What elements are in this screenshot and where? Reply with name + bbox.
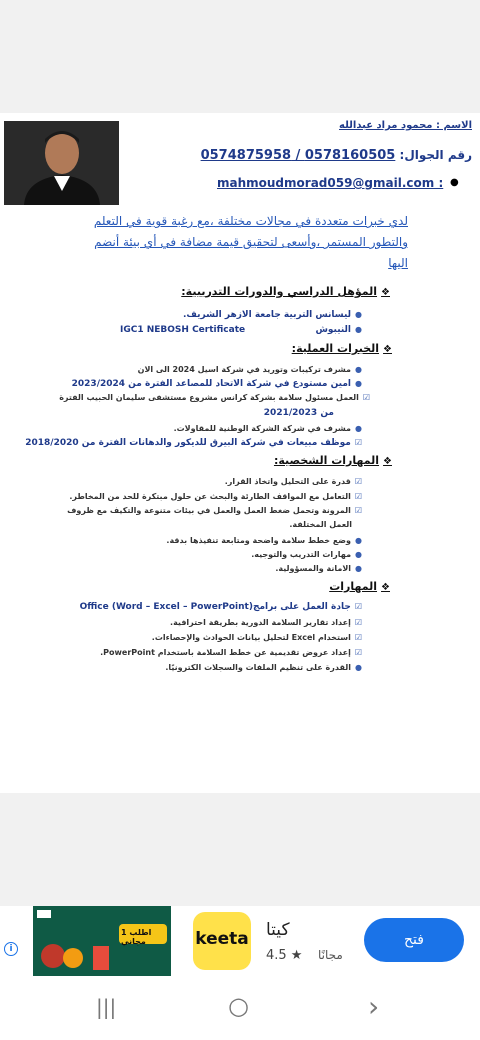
app-rating: 4.5 ★ (266, 948, 303, 963)
checkbox-icon: ☑ (354, 602, 362, 611)
experience-item: ☑موظف مبيعات في شركة البيرق للديكور والدهانات الفترة من 2018/2020 (25, 438, 362, 448)
back-icon[interactable]: › (368, 990, 380, 1023)
cv-summary: لدي خبرات متعددة في مجالات مختلفة ،مع رغبة قوية في التعلم والتطور المستمر ،وأسعى لتحقيق قيمة مضافة في أي بيئة أنضم اليها (93, 214, 408, 270)
checkbox-icon: ☑ (354, 648, 362, 657)
recents-icon[interactable]: ||| (96, 995, 117, 1019)
checkbox-icon: ☑ (354, 492, 362, 501)
ad-image[interactable] (33, 906, 171, 976)
bullet-icon: ● (355, 310, 362, 319)
section-education-title: المؤهل الدراسي والدورات التدريبية: (181, 285, 378, 298)
bullet-icon: ● (355, 379, 362, 388)
experience-item-cont: من 2021/2023 (263, 408, 334, 418)
checkbox-icon: ☑ (354, 618, 362, 627)
personal-item: ●مهارات التدريب والتوجيه. (251, 550, 362, 559)
cv-document (0, 113, 480, 793)
ad-banner-text: اطلب 1 مجاني (121, 928, 152, 946)
bullet-icon: ● (355, 365, 362, 374)
skill-item: ●القدرة على تنظيم الملفات والسجلات الكترونيًا. (165, 663, 362, 672)
info-icon[interactable]: i (4, 942, 18, 956)
bottom-blank-area (0, 793, 480, 906)
profile-photo (4, 121, 119, 205)
section-personal-title: المهارات الشخصية: (273, 454, 380, 467)
diamond-icon: ❖ (383, 456, 392, 467)
cert-name: IGC1 NEBOSH Certificate (120, 325, 246, 335)
email-bullet: ● (450, 177, 459, 188)
skill-item: ☑جادة العمل على برامج(Office (Word – Excel – PowerPoint (79, 602, 362, 612)
experience-item: ●مشرف في شركة الشركة الوطنية للمقاولات. (173, 424, 362, 433)
top-blank-area (0, 0, 480, 113)
install-button[interactable]: فتح (364, 918, 464, 962)
bullet-icon: ● (355, 663, 362, 672)
personal-item-cont: العمل المختلفة. (289, 520, 352, 529)
section-personal-skills (274, 454, 392, 467)
cv-name: الاسم : محمود مراد عبدالله (339, 120, 472, 131)
checkbox-icon: ☑ (362, 393, 370, 402)
section-experience-title: الخبرات العملية: (291, 342, 380, 355)
section-education (181, 285, 390, 298)
app-name: كيتا (266, 920, 290, 940)
bullet-icon: ● (355, 550, 362, 559)
experience-item: ●امين مستودع في شركة الاتحاد للمصاعد الفترة من 2023/2024 (71, 379, 362, 389)
skill-item: ☑استخدام Excel لتحليل بيانات الحوادث والإحصاءات. (151, 633, 362, 642)
education-item: ●النيبوش (315, 325, 362, 335)
system-nav-bar (0, 980, 480, 1040)
checkbox-icon: ☑ (354, 633, 362, 642)
bullet-icon: ● (355, 424, 362, 433)
diamond-icon: ❖ (381, 287, 390, 298)
personal-item: ☑قدرة على التحليل واتخاذ القرار. (224, 477, 362, 486)
section-skills-title: المهارات (329, 580, 378, 593)
section-skills (329, 580, 390, 593)
phone-numbers[interactable]: 0578160505 / 0574875958 (200, 148, 396, 163)
personal-item: ☑التعامل مع المواقف الطارئة والبحث عن حلول مبتكرة للحد من المخاطر. (69, 492, 362, 501)
experience-item: ●مشرف تركيبات وتوريد في شركة اسيل 2024 الى الان (137, 365, 362, 374)
bullet-icon: ● (355, 325, 362, 334)
phone-label: رقم الجوال: (399, 148, 472, 162)
ad-banner[interactable] (0, 906, 480, 980)
experience-item: ☑العمل مسئول سلامة بشركة كرانس مشروع مستشفى سليمان الحبيب الفترة (59, 393, 370, 402)
skill-item: ☑إعداد عروض تقديمية عن خطط السلامة باستخدام PowerPoint. (100, 648, 362, 657)
bullet-icon: ● (355, 564, 362, 573)
skill-item: ☑إعداد تقارير السلامة الدورية بطريقة احترافية. (170, 618, 362, 627)
checkbox-icon: ☑ (354, 438, 362, 447)
keeta-logo-icon[interactable]: keeta (193, 912, 251, 970)
checkbox-icon: ☑ (354, 506, 362, 515)
section-experience (292, 342, 392, 355)
personal-item: ●الامانة والمسؤولية. (275, 564, 362, 573)
diamond-icon: ❖ (381, 582, 390, 593)
diamond-icon: ❖ (383, 344, 392, 355)
app-price: مجانًا (318, 948, 343, 962)
checkbox-icon: ☑ (354, 477, 362, 486)
personal-item: ☑المرونة وتحمل ضغط العمل والعمل في بيئات متنوعة والتكيف مع ظروف (67, 506, 362, 515)
cv-email[interactable]: mahmoudmorad059@gmail.com : (217, 176, 444, 190)
home-icon[interactable]: ○ (228, 992, 249, 1020)
cv-phone (201, 148, 472, 163)
education-item: ●ليسانس التربية جامعة الازهر الشريف. (183, 310, 362, 320)
bullet-icon: ● (355, 536, 362, 545)
personal-item: ●وضع خطط سلامة واضحة ومتابعة تنفيذها بدقة. (166, 536, 362, 545)
